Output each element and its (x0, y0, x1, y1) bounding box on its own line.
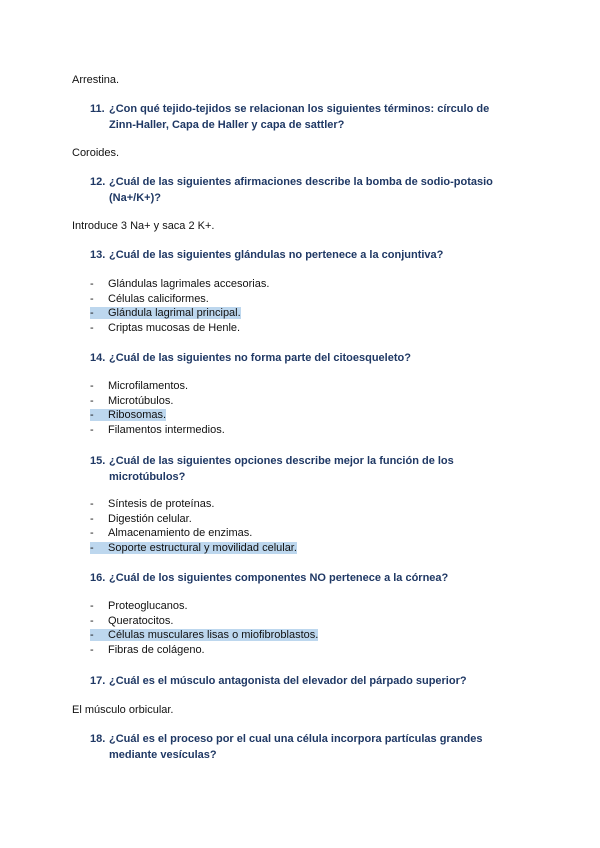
question-15 (90, 453, 520, 485)
question-13 (90, 247, 520, 263)
question-14 (90, 350, 520, 366)
option-text: Criptas mucosas de Henle. (108, 322, 241, 334)
question-text-line1: ¿Cuál de las siguientes opciones describe mejor la función de los (109, 455, 454, 467)
option-dash: - (90, 278, 94, 290)
option-text: Ribosomas. (108, 409, 167, 421)
answer-17: El músculo orbicular. (72, 704, 174, 716)
question-number: 16. (90, 572, 106, 584)
answer-12: Introduce 3 Na+ y saca 2 K+. (72, 220, 215, 232)
answer-10: Arrestina. (72, 74, 120, 86)
question-text: ¿Cuál de las siguientes glándulas no pertenece a la conjuntiva? (109, 249, 444, 261)
option-text: Filamentos intermedios. (108, 424, 225, 436)
question-12 (90, 174, 520, 206)
option-dash: - (90, 527, 94, 539)
option-highlighted (90, 408, 166, 422)
option (90, 497, 214, 511)
option-highlighted (90, 306, 241, 320)
option-dash: - (90, 293, 94, 305)
option-dash: - (90, 409, 94, 421)
option-dash: - (90, 395, 94, 407)
question-text-line1: ¿Cuál de las siguientes afirmaciones describe la bomba de sodio-potasio (109, 176, 493, 188)
option (90, 643, 205, 657)
option-text: Microtúbulos. (108, 395, 174, 407)
question-number: 18. (90, 733, 106, 745)
option-highlighted (90, 628, 318, 642)
option (90, 423, 225, 437)
option-text: Soporte estructural y movilidad celular. (108, 542, 297, 554)
question-number: 13. (90, 249, 106, 261)
option (90, 379, 188, 393)
option-highlighted (90, 541, 297, 555)
question-text-line2: mediante vesículas? (109, 749, 217, 761)
question-number: 17. (90, 675, 106, 687)
option-text: Células musculares lisas o miofibroblastos. (108, 629, 319, 641)
option-text: Glándulas lagrimales accesorias. (108, 278, 270, 290)
question-number: 12. (90, 176, 106, 188)
option (90, 292, 209, 306)
option-dash: - (90, 644, 94, 656)
question-11 (90, 101, 520, 133)
option-dash: - (90, 600, 94, 612)
option-text: Fibras de colágeno. (108, 644, 205, 656)
option-text: Proteoglucanos. (108, 600, 188, 612)
question-text-line1: ¿Con qué tejido-tejidos se relacionan los siguientes términos: círculo de (109, 103, 490, 115)
option (90, 599, 188, 613)
question-17 (90, 673, 520, 689)
option-dash: - (90, 542, 94, 554)
option-dash: - (90, 513, 94, 525)
question-16 (90, 570, 520, 586)
question-text-line2: (Na+/K+)? (109, 192, 161, 204)
option-dash: - (90, 629, 94, 641)
option-text: Almacenamiento de enzimas. (108, 527, 253, 539)
option-text: Queratocitos. (108, 615, 174, 627)
option-dash: - (90, 498, 94, 510)
question-text: ¿Cuál de las siguientes no forma parte del citoesqueleto? (109, 352, 411, 364)
option-text: Células caliciformes. (108, 293, 209, 305)
question-text: ¿Cuál es el músculo antagonista del elevador del párpado superior? (109, 675, 467, 687)
question-number: 15. (90, 455, 106, 467)
option (90, 321, 240, 335)
option-text: Digestión celular. (108, 513, 192, 525)
option-dash: - (90, 307, 94, 319)
question-text: ¿Cuál de los siguientes componentes NO pertenece a la córnea? (109, 572, 449, 584)
option (90, 614, 173, 628)
option-dash: - (90, 615, 94, 627)
option (90, 394, 173, 408)
question-text-line1: ¿Cuál es el proceso por el cual una célula incorpora partículas grandes (109, 733, 483, 745)
question-18 (90, 731, 520, 763)
option (90, 526, 252, 540)
question-text-line2: microtúbulos? (109, 471, 186, 483)
option-dash: - (90, 380, 94, 392)
option (90, 512, 192, 526)
question-number: 14. (90, 352, 106, 364)
option-text: Microfilamentos. (108, 380, 189, 392)
answer-11: Coroides. (72, 147, 120, 159)
option (90, 277, 269, 291)
question-text-line2: Zinn-Haller, Capa de Haller y capa de sattler? (109, 119, 345, 131)
option-dash: - (90, 424, 94, 436)
option-text: Glándula lagrimal principal. (108, 307, 241, 319)
option-dash: - (90, 322, 94, 334)
option-text: Síntesis de proteínas. (108, 498, 215, 510)
question-number: 11. (90, 103, 105, 115)
